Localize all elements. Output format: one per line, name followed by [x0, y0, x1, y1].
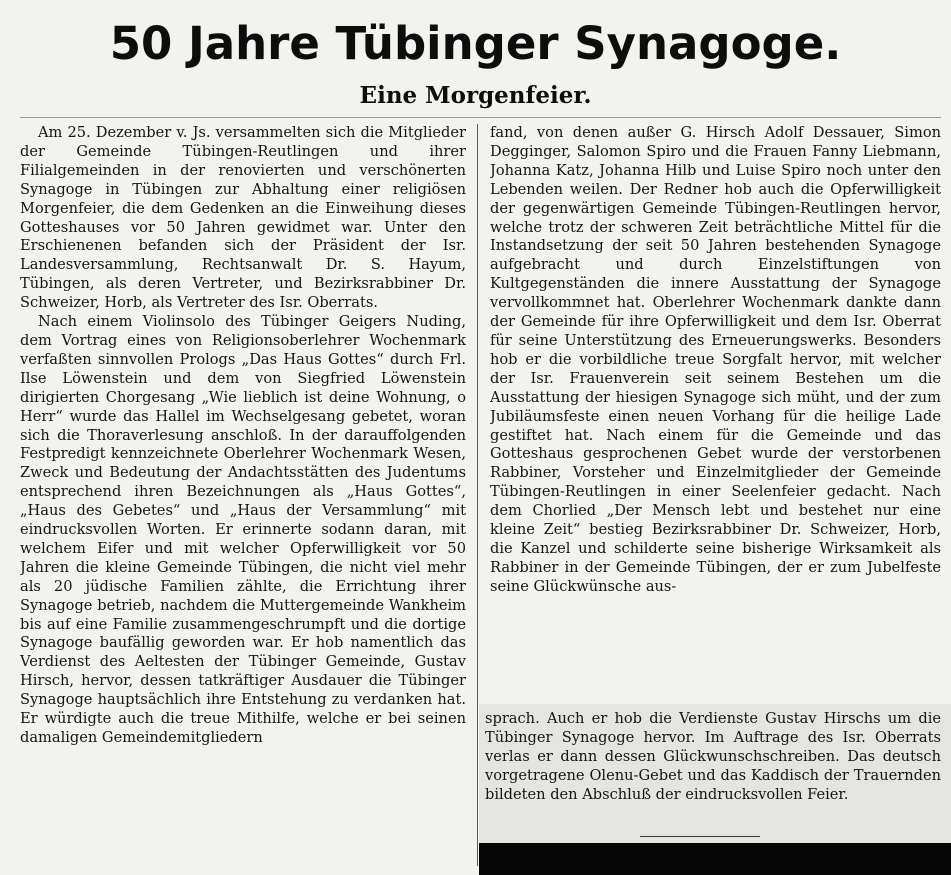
continuation-text: [485, 710, 941, 836]
scan-edge-bar: [479, 843, 951, 875]
right-paragraph-1: fand, von denen außer G. Hirsch Adolf Dessauer, Simon Degginger, Salomon Spiro und die Frauen Fanny Liebmann, Johanna Katz, Johanna Hilb und Luise Spiro noch unter den Lebenden weilen. Der Redner hob auch die Opferwilligkeit der gegenwärtigen Gemeinde Tübingen-Reutlingen hervor, welche trotz der schweren Zeit beträchtliche Mittel für die Instandsetzung der seit 50 Jahren bestehenden Synagoge aufgebracht und durch Einzelstiftungen von Kultgegenständen die innere Ausstattung der Synagoge vervollkommnet hat. Oberlehrer Wochenmark dankte dann der Gemeinde für ihre Opferwilligkeit und dem Isr. Oberrat für seine Unterstützung des Erneuerungswerks. Besonders hob er die vorbildliche treue Sorgfalt hervor, mit welcher der Isr. Frauenverein seit seinem Bestehen um die Ausstattung der hiesigen Synagoge sich müht, und der zum Jubiläumsfeste einen neuen Vorhang für die heilige Lade gestiftet hat. Nach einem für die Gemeinde und das Gotteshaus gesprochenen Gebet wurde der verstorbenen Rabbiner, Vorsteher und Einzelmitglieder der Gemeinde Tübingen-Reutlingen in einer Seelenfeier gedacht. Nach dem Chorlied „Der Mensch lebt und bestehet nur eine kleine Zeit“ bestieg Bezirksrabbiner Dr. Schweizer, Horb, die Kanzel und schilderte seine bisherige Wirksamkeit als Rabbiner in der Gemeinde Tübingen, der er zum Jubelfeste seine Glückwünsche aus-: [490, 124, 941, 595]
end-rule: [640, 836, 760, 837]
continuation-paragraph: sprach. Auch er hob die Verdienste Gustav Hirschs um die Tübinger Synagoge hervor. Im Auftrage des Isr. Oberrats verlas er dann dessen Glückwunschschreiben. Das deutsch vorgetragene Olenu-Gebet und das Kaddisch der Trauernden bildeten den Abschluß der eindrucksvollen Feier.: [485, 710, 941, 803]
column-divider: [477, 124, 478, 866]
left-paragraph-1: Am 25. Dezember v. Js. versammelten sich die Mitglieder der Gemeinde Tübingen-Reutlingen und ihrer Filialgemeinden in der renovierten und verschönerten Synagoge in Tübingen zur Abhaltung einer religiösen Morgenfeier, die dem Gedenken an die Einweihung dieses Gotteshauses vor 50 Jahren gewidmet war. Unter den Erschienenen befanden sich der Präsident der Isr. Landesversammlung, Rechtsanwalt Dr. S. Hayum, Tübingen, als deren Vertreter, und Bezirksrabbiner Dr. Schweizer, Horb, als Vertreter des Isr. Oberrats.: [20, 124, 466, 312]
left-paragraph-2: Nach einem Violinsolo des Tübinger Geigers Nuding, dem Vortrag eines von Religionsoberlehrer Wochenmark verfaßten sinnvollen Prologs „Das Haus Gottes“ durch Frl. Ilse Löwenstein und dem von Siegfried Löwenstein dirigierten Chorgesang „Wie lieblich ist deine Wohnung, o Herr“ wurde das Hallel im Wechselgesang gebetet, woran sich die Thoraverlesung anschloß. In der darauffolgenden Festpredigt kennzeichnete Oberlehrer Wochenmark Wesen, Zweck und Bedeutung der Andachtsstätten des Judentums entsprechend ihren Bezeichnungen als „Haus Gottes“, „Haus des Gebetes“ und „Haus der Versammlung“ mit eindrucksvollen Worten. Er erinnerte sodann daran, mit welchem Eifer und mit welcher Opferwilligkeit vor 50 Jahren die kleine Gemeinde Tübingen, die nicht viel mehr als 20 jüdische Familien zählte, die Errichtung ihrer Synagoge betrieb, nachdem die Muttergemeinde Wankheim bis auf eine Familie zusammengeschrumpft und die dortige Synagoge baufällig geworden war. Er hob namentlich das Verdienst des Aeltesten der Tübinger Gemeinde, Gustav Hirsch, hervor, dessen tatkräftiger Ausdauer die Tübinger Synagoge hauptsächlich ihre Entstehung zu verdanken hat. Er würdigte auch die treue Mithilfe, welche er bei seinen damaligen Gemeindemitgliedern: [20, 313, 466, 746]
left-column: [20, 124, 466, 866]
article-headline: 50 Jahre Tübinger Synagoge.: [109, 17, 842, 70]
header-divider: [20, 117, 941, 118]
right-column: [490, 124, 941, 704]
article-subheadline: Eine Morgenfeier.: [359, 82, 592, 109]
